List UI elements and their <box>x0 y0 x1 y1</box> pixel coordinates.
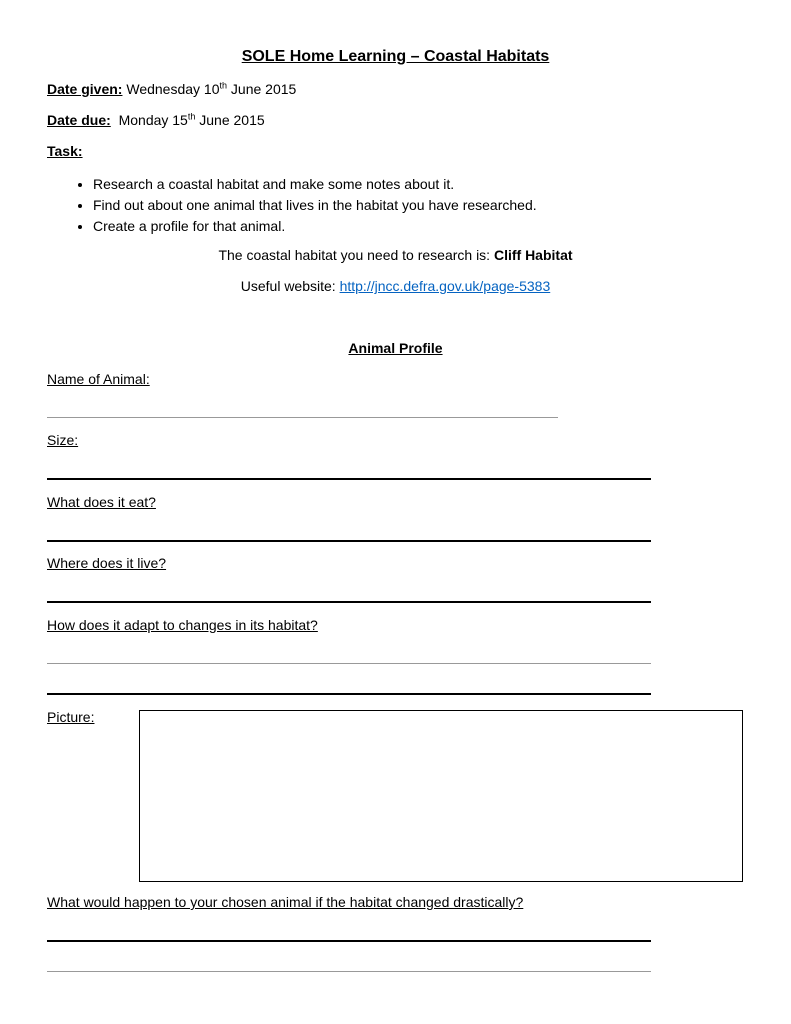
date-due-row <box>47 112 265 128</box>
website-link[interactable]: http://jncc.defra.gov.uk/page-5383 <box>339 278 551 294</box>
date-due-value: Monday 15th June 2015 <box>118 111 265 128</box>
habitat-value: Cliff Habitat <box>493 247 573 263</box>
date-due-label: Date due: <box>47 112 111 128</box>
task-list <box>47 174 537 237</box>
name-answer-line[interactable] <box>47 417 558 418</box>
picture-label: Picture: <box>47 709 95 725</box>
drastic-answer-line[interactable] <box>47 940 651 942</box>
task-item: • Find out about one animal that lives in the habitat you have researched. <box>93 195 537 216</box>
name-of-animal-label: Name of Animal: <box>47 371 150 387</box>
habitat-text: The coastal habitat you need to research is: <box>218 247 494 263</box>
size-answer-line[interactable] <box>47 478 651 480</box>
task-item: • Research a coastal habitat and make some notes about it. <box>93 174 537 195</box>
date-given-label: Date given: <box>47 81 123 97</box>
size-label: Size: <box>47 432 79 448</box>
drastic-answer-line[interactable] <box>47 971 651 972</box>
eat-answer-line[interactable] <box>47 540 651 542</box>
profile-heading: Animal Profile <box>348 340 443 356</box>
adapt-answer-line[interactable] <box>47 693 651 695</box>
habitat-line <box>0 247 791 263</box>
adapt-label: How does it adapt to changes in its habitat? <box>47 617 318 633</box>
picture-box[interactable] <box>139 710 743 882</box>
drastic-change-label: What would happen to your chosen animal if the habitat changed drastically? <box>47 894 524 910</box>
task-item: • Create a profile for that animal. <box>93 216 537 237</box>
live-answer-line[interactable] <box>47 601 651 603</box>
task-label: Task: <box>47 143 83 159</box>
date-given-value: Wednesday 10th June 2015 <box>126 80 297 97</box>
eat-label: What does it eat? <box>47 494 156 510</box>
adapt-answer-line[interactable] <box>47 663 651 664</box>
document-title: SOLE Home Learning – Coastal Habitats <box>241 48 550 65</box>
live-label: Where does it live? <box>47 555 167 571</box>
date-given-row <box>47 81 296 97</box>
website-label: Useful website: <box>240 278 340 294</box>
website-line <box>0 278 791 294</box>
